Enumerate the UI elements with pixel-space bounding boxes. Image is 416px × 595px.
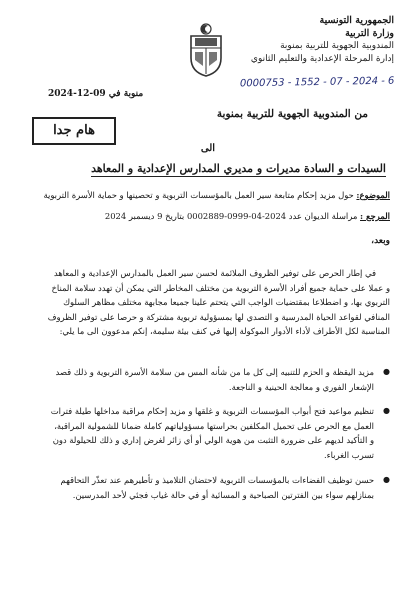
list-item-line: الإشعار الفوري و معالجة الحينية و الناجعة. [228,381,374,392]
date-line: منوبة في 09-12-2024 [48,89,144,99]
body-line: المنافي لقواعد الحياة المدرسية و التصدي لها بمسؤولية تربوية مشتركة و حرصا على توفير الظروف [47,311,390,322]
list-item-line: حسن توظيف الفضاءات بالمؤسسات التربوية لاحتضان التلاميذ و تأطيرهم عند تعذّر التحاقهم [60,475,374,485]
list-item-line: بمنازلهم سواء بين الفترتين الصباحية و المسائية أو في حالة غياب فجئي لأحد المدرسين. [72,489,374,500]
list-item [28,404,390,462]
ministry-line: وزارة التربية [345,28,394,39]
reference-line [24,210,390,222]
handwritten-reference-number: 0000753 - 1552 - 07 - 2024 - 6 [239,75,395,90]
list-item [28,473,390,502]
department-line: إدارة المرحلة الإعدادية والتعليم الثانوي [250,54,394,64]
sender-line: من المندوبية الجهوية للتربية بمنوبة [216,108,368,120]
to-label: الى [200,143,216,154]
list-item-line: تنظيم مواعيد فتح أبواب المؤسسات التربوية و غلقها و مزيد إحكام مراقبة مداخلها طيلة فترات [50,406,374,416]
reference-label: المرجع : [360,211,390,221]
body-line: و عملا على حماية جميع أفراد الأسرة التربوية من مختلف المخاطر التي يمكن أن تهدد سلامة المناخ [51,282,390,293]
bullet-icon: ● [383,367,390,376]
subject-label: الموضوع: [356,190,390,200]
urgent-stamp: هام جدا [32,117,116,145]
letterhead [224,14,394,66]
body-line: التربوي بها، و اضطلاعا بمقتضيات الواجب التي يتحتم علينا جميعا مجابهة مختلف مظاهر السلوك [63,297,390,307]
body-line: المناسبة لكل الأطراف لأداء الأدوار الموكولة إليها في كنف بيئة سليمة، إنكم مدعوون الى ما يلي: [59,326,390,336]
subject-text: حول مزيد إحكام متابعة سير العمل بالمؤسسات التربوية و تحصينها و حماية الأسرة التربوية [43,190,354,200]
body-line: في إطار الحرص على توفير الظروف الملائمة لحسن سير العمل بالمدارس الإعدادية و المعاهد [53,268,376,278]
list-item-line: و التأكيد لديهم على ضرورة التثبت من هوية الولي أو أي زائر لغرض إداري و ذلك للحيلولة دون [52,435,374,445]
body-paragraph [24,266,390,339]
republic-line: الجمهورية التونسية [319,15,394,26]
greeting: وبعد، [371,236,390,246]
bullet-icon: ● [383,475,390,484]
subject-line [24,189,390,201]
directorate-line: المندوبية الجهوية للتربية بمنوبة [280,41,394,51]
reference-text: مراسلة الديوان عدد 2024-04-0999-0002889 بتاريخ 9 ديسمبر 2024 [104,211,358,221]
bullet-icon: ● [383,406,390,415]
coat-of-arms-icon [186,22,226,78]
list-item-line: العمل مع الحرص على تحميل المكلفين بحراستها مسؤولياتهم كاملة ضمانا للشمولية المراقبة، [54,420,374,431]
list-item-line: تسرب الغرباء. [324,449,374,460]
list-item [28,365,390,394]
addressee-line: السيدات و السادة مديرات و مديري المدارس الإعدادية و المعاهد [91,162,386,175]
list-item-line: مزيد اليقظة و الحزم للتنبيه إلى كل ما من شأنه المس من سلامة الأسرة التربوية و ذلك قصد [55,367,374,377]
